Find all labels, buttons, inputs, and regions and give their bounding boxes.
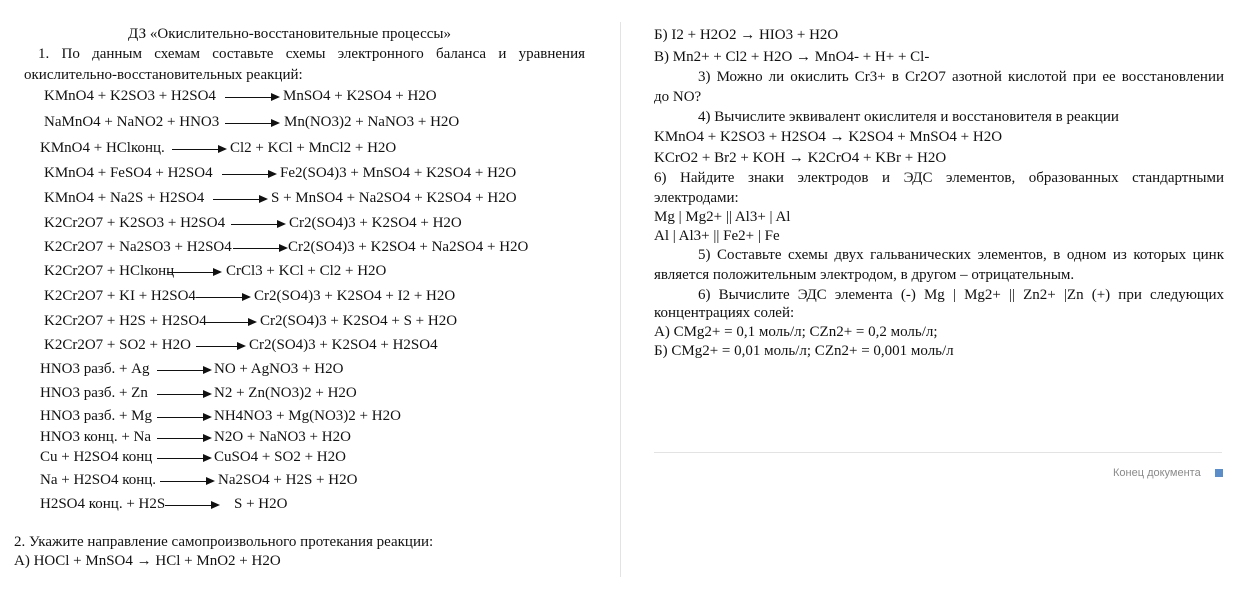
- end-of-document-label: Конец документа: [1113, 467, 1201, 479]
- reaction-reactants: K2Cr2O7 + H2S + H2SO4: [44, 313, 207, 329]
- right-arrow-icon: [157, 438, 210, 439]
- q3-line1: 3) Можно ли окислить Cr3+ в Cr2O7 азотной кислотой при ее восстановлении: [698, 69, 1224, 85]
- reaction-reactants: NaMnO4 + NaNO2 + HNO3: [44, 114, 220, 130]
- reaction-products: CuSO4 + SO2 + H2O: [214, 449, 346, 465]
- right-arrow-icon: [196, 346, 244, 347]
- reaction-products: NH4NO3 + Mg(NO3)2 + H2O: [214, 408, 401, 424]
- end-of-document-rule: [654, 452, 1222, 453]
- q5-line2: является положительным электродом, в другом – отрицательным.: [654, 267, 1075, 283]
- right-arrow-icon: [233, 248, 286, 249]
- task2-item-v: В) Mn2+ + Cl2 + H2O → MnO4- + H+ + Cl-: [654, 49, 930, 65]
- reaction-products: Cl2 + KCl + MnCl2 + H2O: [230, 140, 397, 156]
- q3-line2: до NO?: [654, 89, 702, 105]
- right-arrow-icon: [225, 97, 278, 98]
- reaction-products: N2 + Zn(NO3)2 + H2O: [214, 385, 357, 401]
- right-arrow-icon: [196, 297, 249, 298]
- concentration-b: Б) CMg2+ = 0,01 моль/л; CZn2+ = 0,001 моль/л: [654, 343, 954, 359]
- reaction-products: Cr2(SO4)3 + K2SO4 + H2O: [289, 215, 462, 231]
- right-arrow-icon: [202, 322, 255, 323]
- reaction-products: CrCl3 + KCl + Cl2 + H2O: [226, 263, 387, 279]
- reaction-products: S + MnSO4 + Na2SO4 + K2SO4 + H2O: [271, 190, 517, 206]
- right-arrow-icon: [165, 505, 218, 506]
- reaction-reactants: HNO3 разб. + Zn: [40, 385, 148, 401]
- q4-equation-1: KMnO4 + K2SO3 + H2SO4 → K2SO4 + MnSO4 + H2O: [654, 129, 1003, 145]
- right-arrow-icon: [167, 272, 220, 273]
- right-arrow-icon: [160, 481, 213, 482]
- reaction-reactants: H2SO4 конц. + H2S: [40, 496, 166, 512]
- task2-item-a: А) HOCl + MnSO4 → HCl + MnO2 + H2O: [14, 553, 281, 569]
- q6a-line1: 6) Найдите знаки электродов и ЭДС элементов, образованных стандартными: [654, 170, 1224, 186]
- task1-line1: 1. По данным схемам составьте схемы электронного баланса и уравнения: [38, 46, 585, 62]
- right-arrow-icon: [222, 174, 275, 175]
- q4-equation-2: KCrO2 + Br2 + KOH → K2CrO4 + KBr + H2O: [654, 150, 947, 166]
- q6b-line1: 6) Вычислите ЭДС элемента (-) Mg | Mg2+ || Zn2+ |Zn (+) при следующих: [698, 287, 1224, 303]
- reaction-reactants: HNO3 конц. + Na: [40, 429, 152, 445]
- reaction-reactants: HNO3 разб. + Mg: [40, 408, 153, 424]
- reaction-reactants: K2Cr2O7 + HClконц: [44, 263, 175, 279]
- reaction-reactants: K2Cr2O7 + K2SO3 + H2SO4: [44, 215, 226, 231]
- reaction-reactants: KMnO4 + HClконц.: [40, 140, 165, 156]
- end-of-document-marker: [1215, 469, 1223, 477]
- cell-scheme-1: Mg | Mg2+ || Al3+ | Al: [654, 209, 791, 225]
- q4-text: 4) Вычислите эквивалент окислителя и восстановителя в реакции: [698, 109, 1119, 125]
- right-arrow-icon: [225, 123, 278, 124]
- reaction-products: Cr2(SO4)3 + K2SO4 + S + H2O: [260, 313, 458, 329]
- reaction-reactants: KMnO4 + Na2S + H2SO4: [44, 190, 205, 206]
- reaction-products: N2O + NaNO3 + H2O: [214, 429, 351, 445]
- reaction-products: Cr2(SO4)3 + K2SO4 + Na2SO4 + H2O: [288, 239, 529, 255]
- reaction-reactants: Na + H2SO4 конц.: [40, 472, 157, 488]
- reaction-reactants: HNO3 разб. + Ag: [40, 361, 150, 377]
- reaction-products: Mn(NO3)2 + NaNO3 + H2O: [284, 114, 460, 130]
- right-arrow-icon: [213, 199, 266, 200]
- cell-scheme-2: Al | Al3+ || Fe2+ | Fe: [654, 228, 780, 244]
- right-arrow-icon: [157, 417, 210, 418]
- reaction-products: Cr2(SO4)3 + K2SO4 + I2 + H2O: [254, 288, 456, 304]
- doc-title: ДЗ «Окислительно-восстановительные процессы»: [128, 26, 451, 42]
- reaction-reactants: KMnO4 + K2SO3 + H2SO4: [44, 88, 216, 104]
- reaction-reactants: K2Cr2O7 + KI + H2SO4: [44, 288, 196, 304]
- task2-title: 2. Укажите направление самопроизвольного протекания реакции:: [14, 534, 434, 550]
- right-arrow-icon: [231, 224, 284, 225]
- reaction-products: Cr2(SO4)3 + K2SO4 + H2SO4: [249, 337, 438, 353]
- reaction-products: MnSO4 + K2SO4 + H2O: [283, 88, 437, 104]
- q6b-line2: концентрациях солей:: [654, 305, 795, 321]
- q5-line1: 5) Составьте схемы двух гальванических элементов, в одном из которых цинк: [698, 247, 1224, 263]
- column-divider: [620, 22, 621, 577]
- reaction-reactants: K2Cr2O7 + SO2 + H2O: [44, 337, 191, 353]
- q6a-line2: электродами:: [654, 190, 739, 206]
- right-arrow-icon: [157, 394, 210, 395]
- reaction-reactants: K2Cr2O7 + Na2SO3 + H2SO4: [44, 239, 232, 255]
- reaction-products: Na2SO4 + H2S + H2O: [218, 472, 358, 488]
- reaction-products: Fe2(SO4)3 + MnSO4 + K2SO4 + H2O: [280, 165, 517, 181]
- reaction-products: S + H2O: [234, 496, 288, 512]
- task1-line2: окислительно-восстановительных реакций:: [24, 67, 303, 83]
- concentration-a: А) CMg2+ = 0,1 моль/л; CZn2+ = 0,2 моль/л;: [654, 324, 938, 340]
- reaction-reactants: KMnO4 + FeSO4 + H2SO4: [44, 165, 213, 181]
- reaction-products: NO + AgNO3 + H2O: [214, 361, 344, 377]
- task2-item-b: Б) I2 + H2O2 → HIO3 + H2O: [654, 27, 839, 43]
- right-arrow-icon: [172, 149, 225, 150]
- right-arrow-icon: [157, 458, 210, 459]
- reaction-reactants: Cu + H2SO4 конц: [40, 449, 153, 465]
- right-arrow-icon: [157, 370, 210, 371]
